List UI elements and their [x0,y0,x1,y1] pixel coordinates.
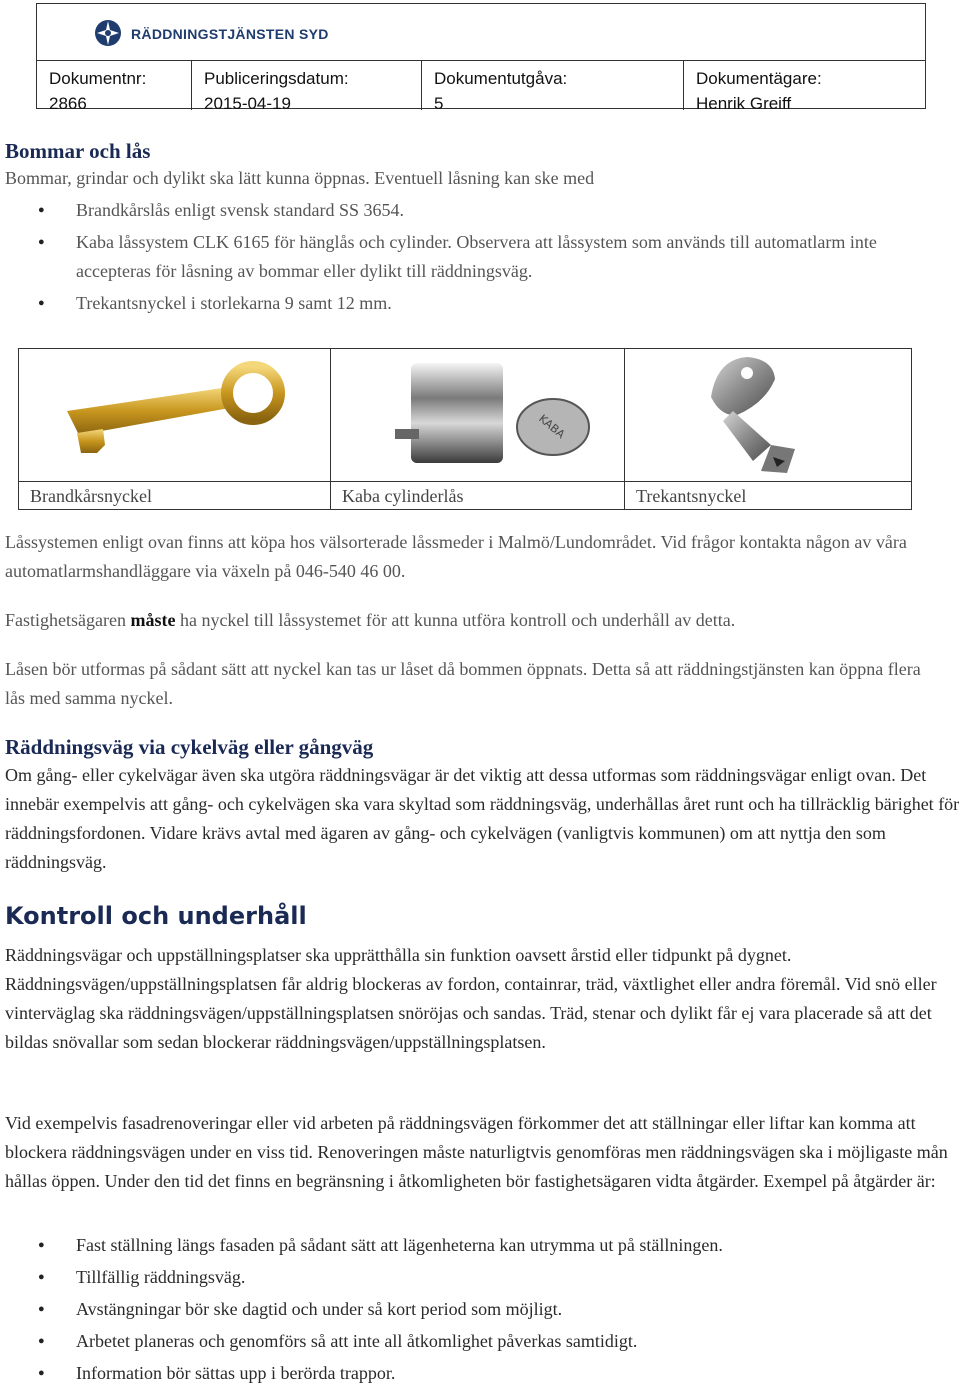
caption-trekantsnyckel: Trekantsnyckel [625,481,911,510]
list-item: ● Tillfällig räddningsväg. [38,1261,918,1293]
doc-number-value: 2866 [49,94,87,113]
must-emphasis: måste [130,610,176,630]
fire-brigade-key-icon [19,349,330,481]
doc-number-cell [37,60,191,113]
section2-para: Om gång- eller cykelvägar även ska utgöra räddningsvägar är det viktig att dessa utformas som räddningsvägar enligt ovan. Det innebär exempelvis att gång- och cykelvägen ska vara skyltad som räddningsväg, underhållas året runt och ha tillräcklig bärighet för räddningsfordonen. Vidare krävs avtal med ägaren av gång- och cykelvägen (vanligtvis kommunen) om att nyttja den som räddningsväg. [5,765,960,872]
image-cell-trekantsnyckel [624,349,911,509]
doc-owner-cell [683,60,925,113]
doc-number-label: Dokumentnr: [49,69,147,88]
list-item: ● Information bör sättas upp i berörda trappor. [38,1357,918,1389]
image-cell-kaba [330,349,624,509]
triangle-key-icon [625,349,912,481]
doc-owner-label: Dokumentägare: [696,69,822,88]
svg-text:KABA: KABA [536,412,568,442]
list-item: ● Trekantsnyckel i storlekarna 9 samt 12 mm. [38,289,898,318]
org-name: RÄDDNINGSTJÄNSTEN SYD [131,26,329,42]
list-item: ● Arbetet planeras och genomförs så att inte all åtkomlighet påverkas samtidigt. [38,1325,918,1357]
rescue-service-logo-icon [91,18,125,53]
list-item: ● Fast ställning längs fasaden på sådant sätt att lägenheterna kan utrymma ut på ställningen. [38,1229,918,1261]
section1-intro: Bommar, grindar och dylikt ska lätt kunna öppnas. Eventuell låsning kan ske med [5,168,595,188]
measures-list [38,1229,918,1389]
doc-edition-cell [421,60,683,113]
section-title-kontroll: Kontroll och underhåll [5,902,307,930]
list-item: ● Avstängningar bör ske dagtid och under så kort period som möjligt. [38,1293,918,1325]
list-item: ● Kaba låssystem CLK 6165 för hänglås och cylinder. Observera att låssystem som används till automatlarm inte accepteras för låsning av bommar eller dylikt till räddningsväg. [38,228,898,286]
publish-date-value: 2015-04-19 [204,94,291,113]
doc-owner-value: Henrik Greiff [696,94,792,113]
caption-brandkarsnyckel: Brandkårsnyckel [19,481,330,510]
section1-para2: Fastighetsägaren måste ha nyckel till låssystemet för att kunna utföra kontroll och underhåll av detta. [5,610,736,630]
section3-para2: Vid exempelvis fasadrenoveringar eller vid arbeten på räddningsvägen förkommer det att ställningar eller liftar kan komma att blockera räddningsvägen under en viss tid. Renoveringen måste naturligtvis genomföras men räddningsvägen ska i möjligaste mån hållas öppen. Under den tid det finns en begränsning i åtkomligheten bör fastighetsägaren vidta åtgärder. Exempel på åtgärder är: [5,1113,948,1191]
doc-edition-value: 5 [434,94,444,113]
list-item: ● Brandkårslås enligt svensk standard SS 3654. [38,196,898,225]
caption-kaba: Kaba cylinderlås [331,481,624,510]
section1-para1: Låssystemen enligt ovan finns att köpa hos välsorterade låssmeder i Malmö/Lundområdet. Vid frågor kontakta någon av våra automatlarmshandläggare via växeln på 046-540 46 00. [5,532,907,581]
publish-date-label: Publiceringsdatum: [204,69,349,88]
logo-row [37,4,925,61]
document-header [36,3,926,113]
key-images-table [18,348,912,510]
section3-para1: Räddningsvägar och uppställningsplatser ska upprätthålla sin funktion oavsett årstid eller tidpunkt på dygnet. Räddningsvägen/uppställningsplatsen får aldrig blockeras av fordon, containrar, träd, växtlighet eller andra föremål. Vid snö eller vinterväglag ska räddningsvägen/uppställningsplatsen snöröjas och sandas. Träd, stenar och dylikt får ej vara placerade så att det bildas snövallar som sedan blockerar räddningsvägen/uppställningsplatsen. [5,945,937,1052]
publish-date-cell [191,60,421,113]
kaba-cylinder-lock-icon [331,349,625,481]
lock-systems-list [38,196,898,318]
section1-para3: Låsen bör utformas på sådant sätt att nyckel kan tas ur låset då bommen öppnats. Detta så att räddningstjänsten kan öppna flera lås med samma nyckel. [5,659,921,708]
section-title-bommar: Bommar och lås [5,139,151,163]
image-cell-brandkarsnyckel [19,349,330,509]
section-title-raddningsvag: Räddningsväg via cykelväg eller gångväg [5,735,374,759]
doc-edition-label: Dokumentutgåva: [434,69,568,88]
